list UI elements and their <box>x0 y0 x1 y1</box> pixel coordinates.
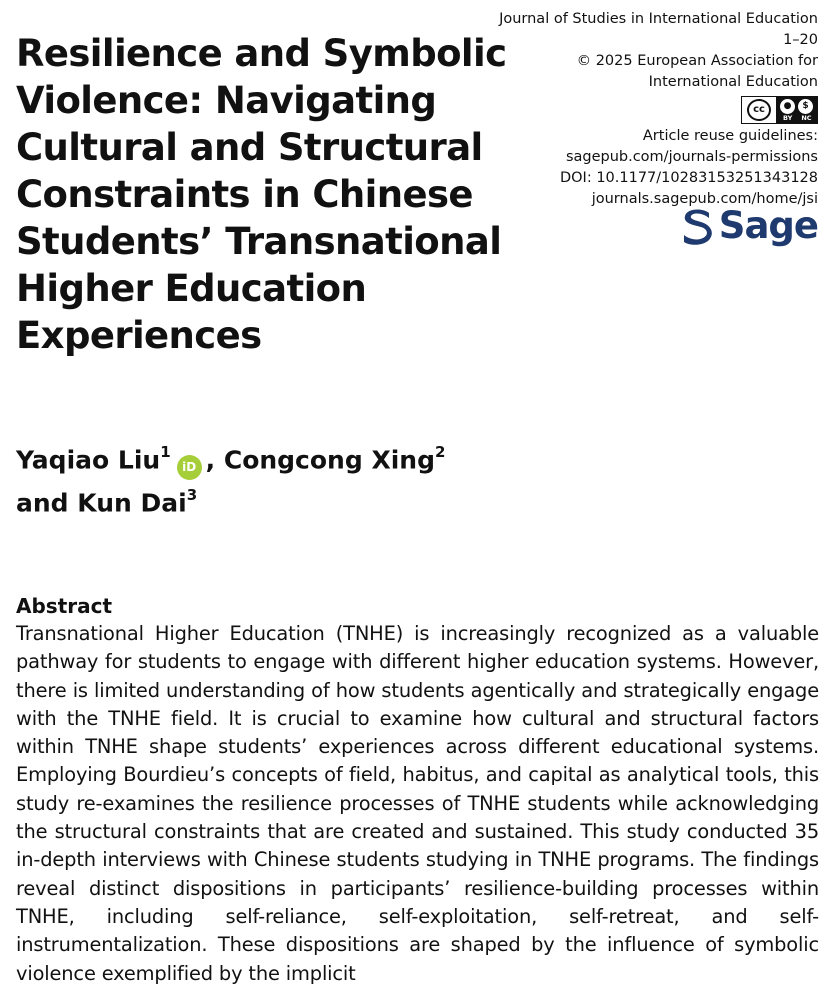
nc-icon: $ <box>798 99 813 114</box>
author-name: Kun Dai <box>77 488 187 518</box>
by-icon: ● <box>780 99 795 114</box>
orcid-icon[interactable]: iD <box>177 455 202 480</box>
article-title: Resilience and Symbolic Violence: Navigating Cultural and Structural Constraints in Chinese Students’ Transnational Higher Education Experiences <box>16 32 507 357</box>
author-name: Congcong Xing <box>223 445 435 475</box>
nc-label: NC <box>801 114 812 122</box>
copyright-line-1: © 2025 European Association for <box>576 53 818 69</box>
sage-wordmark: Sage <box>718 204 818 247</box>
copyright-line-2: International Education <box>648 74 818 90</box>
affiliation-marker: 1 <box>160 443 171 461</box>
by-label: BY <box>783 114 793 122</box>
affiliation-marker: 2 <box>435 443 446 461</box>
abstract-heading: Abstract <box>16 594 113 618</box>
page-range: 1–20 <box>783 32 818 48</box>
journal-meta <box>498 9 818 210</box>
abstract-text: Transnational Higher Education (TNHE) is increasingly recognized as a valuable pathway for students to engage with different higher education systems. However, there is limited understanding of how students agentically and strategically engage with the TNHE field. It is crucial to examine how cultural and structural factors within TNHE shape students’ experiences across different educational systems. Employing Bourdieu’s concepts of field, habitus, and capital as analytical tools, this study re-examines the resilience processes of TNHE students while acknowledging the structural constraints that are created and sustained. This study conducted 35 in-depth interviews with Chinese students studying in TNHE programs. The findings reveal distinct dispositions in participants’ resilience-building processes within TNHE, including self-reliance, self-exploitation, self-retreat, and self-instrumentalization. These dispositions are shaped by the influence of symbolic violence exemplified by the implicit <box>16 622 819 985</box>
author-list <box>16 437 576 521</box>
sage-s-icon <box>681 207 713 245</box>
author-separator: , <box>205 445 224 475</box>
cc-license-icon[interactable] <box>741 96 818 124</box>
cc-icon: cc <box>747 99 771 121</box>
journal-name: Journal of Studies in International Education <box>499 11 818 27</box>
sage-logo[interactable] <box>681 206 818 246</box>
journal-homepage-link[interactable]: journals.sagepub.com/home/jsi <box>591 191 818 207</box>
author-conjunction: and <box>16 488 78 518</box>
affiliation-marker: 3 <box>186 486 198 505</box>
author-name: Yaqiao Liu <box>16 445 161 475</box>
doi-link[interactable]: DOI: 10.1177/10283153251343128 <box>559 170 818 186</box>
reuse-link[interactable]: sagepub.com/journals-permissions <box>565 149 818 165</box>
reuse-label: Article reuse guidelines: <box>642 128 818 144</box>
